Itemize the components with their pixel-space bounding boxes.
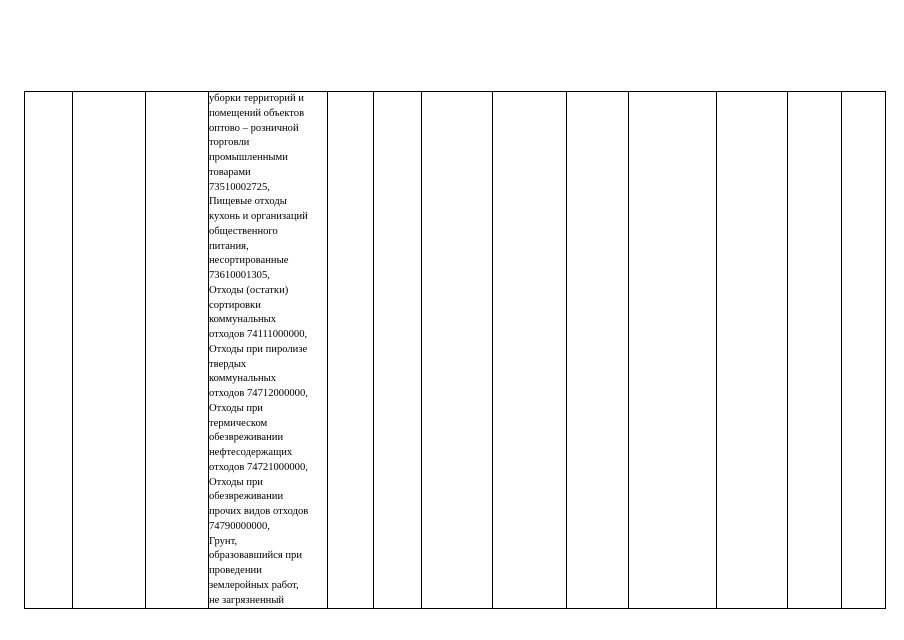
table-cell-waste-list <box>209 92 328 609</box>
table-cell-col-2 <box>73 92 146 609</box>
table-cell-col-12 <box>788 92 842 609</box>
table-cell-col-9 <box>567 92 629 609</box>
waste-table <box>24 91 886 609</box>
table-cell-col-3 <box>146 92 209 609</box>
table-cell-col-7 <box>422 92 493 609</box>
waste-list-text: уборки территорий и помещений объектов оптово – розничной торговли промышленными товарами 73510002725, Пищевые отходы кухонь и организаций общественного питания, несортированные 73610001305, Отходы (остатки) сортировки коммунальных отходов 74111000000, Отходы при пиролизе твердых коммунальных отходов 74712000000, Отходы при термическом обезвреживании нефтесодержащих отходов 74721000000, Отходы при обезвреживании прочих видов отходов 74790000000, Грунт, образовавшийся при проведении землеройных работ, не загрязненный <box>209 93 309 606</box>
table-cell-col-5 <box>328 92 374 609</box>
table-cell-col-13 <box>842 92 886 609</box>
table-cell-col-8 <box>493 92 567 609</box>
table-cell-col-1 <box>25 92 73 609</box>
table-cell-col-10 <box>629 92 717 609</box>
table-cell-col-6 <box>374 92 422 609</box>
table-cell-col-11 <box>717 92 788 609</box>
table-row <box>25 92 886 609</box>
